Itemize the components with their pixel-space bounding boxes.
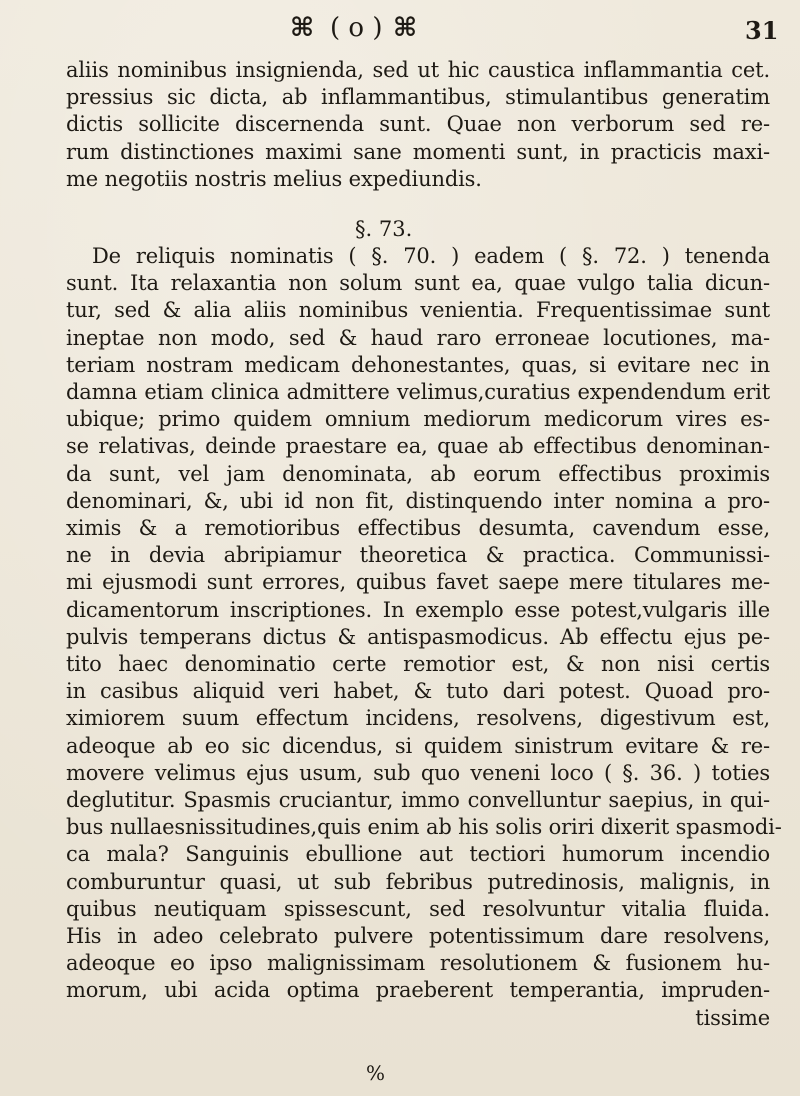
text-line: comburuntur quasi, ut sub febribus putredinosis, malignis, in [66, 869, 770, 894]
text-line: ximiorem suum effectum incidens, resolvens, digestivum est, [66, 706, 770, 731]
text-line: teriam nostram medicam dehonestantes, quas, si evitare nec in [66, 352, 770, 377]
text-line: bus nullaesnissitudines,quis enim ab his solis oriri dixerit spasmodi- [66, 815, 782, 840]
text-line: mi ejusmodi sunt errores, quibus favet saepe mere titulares me- [66, 570, 770, 595]
paragraph-1 [66, 57, 770, 193]
text-line: sunt. Ita relaxantia non solum sunt ea, quae vulgo talia dicun- [66, 271, 770, 296]
text-line: aliis nominibus insignienda, sed ut hic caustica inflammantia cet. [66, 58, 770, 82]
text-line: adeoque eo ipso malignissimam resolutionem & fusionem hu- [66, 951, 770, 976]
text-line: me negotiis nostris melius expediundis. [66, 166, 482, 191]
page-number: 31 [745, 16, 779, 45]
text-line: damna etiam clinica admittere velimus,curatius expendendum erit [66, 380, 770, 405]
text-line: ximis & a remotioribus effectibus desumta, cavendum esse, [66, 516, 770, 541]
text-line: ca mala? Sanguinis ebullione aut tectiori humorum incendio [66, 842, 770, 867]
text-line: ne in devia abripiamur theoretica & practica. Communissi- [66, 543, 770, 568]
text-line: ineptae non modo, sed & haud raro erroneae locutiones, ma- [66, 325, 770, 350]
text-line: dictis sollicite discernenda sunt. Quae non verborum sed re- [66, 112, 770, 137]
text-line: His in adeo celebrato pulvere potentissimum dare resolvens, [66, 924, 770, 949]
text-line: in casibus aliquid veri habet, & tuto dari potest. Quoad pro- [66, 679, 770, 704]
catchword: tissime [695, 1005, 770, 1030]
page-header [0, 10, 800, 46]
text-line: adeoque ab eo sic dicendus, si quidem sinistrum evitare & re- [66, 733, 770, 758]
text-line: se relativas, deinde praestare ea, quae ab effectibus denominan- [66, 434, 770, 459]
text-line: rum distinctiones maximi sane momenti sunt, in practicis maxi- [66, 139, 770, 164]
text-line: pulvis temperans dictus & antispasmodicus. Ab effectu ejus pe- [66, 624, 770, 649]
text-line: pressius sic dicta, ab inflammantibus, stimulantibus generatim [66, 85, 770, 110]
footer-mark: % [366, 1061, 386, 1085]
text-line: denominari, &, ubi id non fit, distinquendo inter nomina a pro- [66, 488, 770, 513]
paragraph-2 [66, 243, 782, 1032]
text-line: dicamentorum inscriptiones. In exemplo esse potest,vulgaris ille [66, 597, 770, 622]
text-line: morum, ubi acida optima praeberent temperantia, impruden- [66, 978, 770, 1003]
text-line: tur, sed & alia aliis nominibus venientia. Frequentissimae sunt [66, 298, 770, 323]
section-number: §. 73. [355, 217, 413, 241]
text-line: ubique; primo quidem omnium mediorum medicorum vires es- [66, 407, 770, 432]
text-line: tito haec denominatio certe remotior est, & non nisi certis [66, 652, 770, 677]
text-line: deglutitur. Spasmis cruciantur, immo convelluntur saepius, in qui- [66, 788, 770, 813]
right-ornament-icon: ⌘ [393, 13, 418, 43]
text-line: quibus neutiquam spissescunt, sed resolvuntur vitalia fluida. [66, 896, 770, 921]
signature-mark: ( o ) [330, 13, 383, 43]
left-ornament-icon: ⌘ [290, 13, 315, 43]
text-line: De reliquis nominatis ( §. 70. ) eadem ( §. 72. ) tenenda [92, 244, 770, 268]
text-line: da sunt, vel jam denominata, ab eorum effectibus proximis [66, 461, 770, 486]
text-line: movere velimus ejus usum, sub quo veneni loco ( §. 36. ) toties [66, 760, 770, 785]
